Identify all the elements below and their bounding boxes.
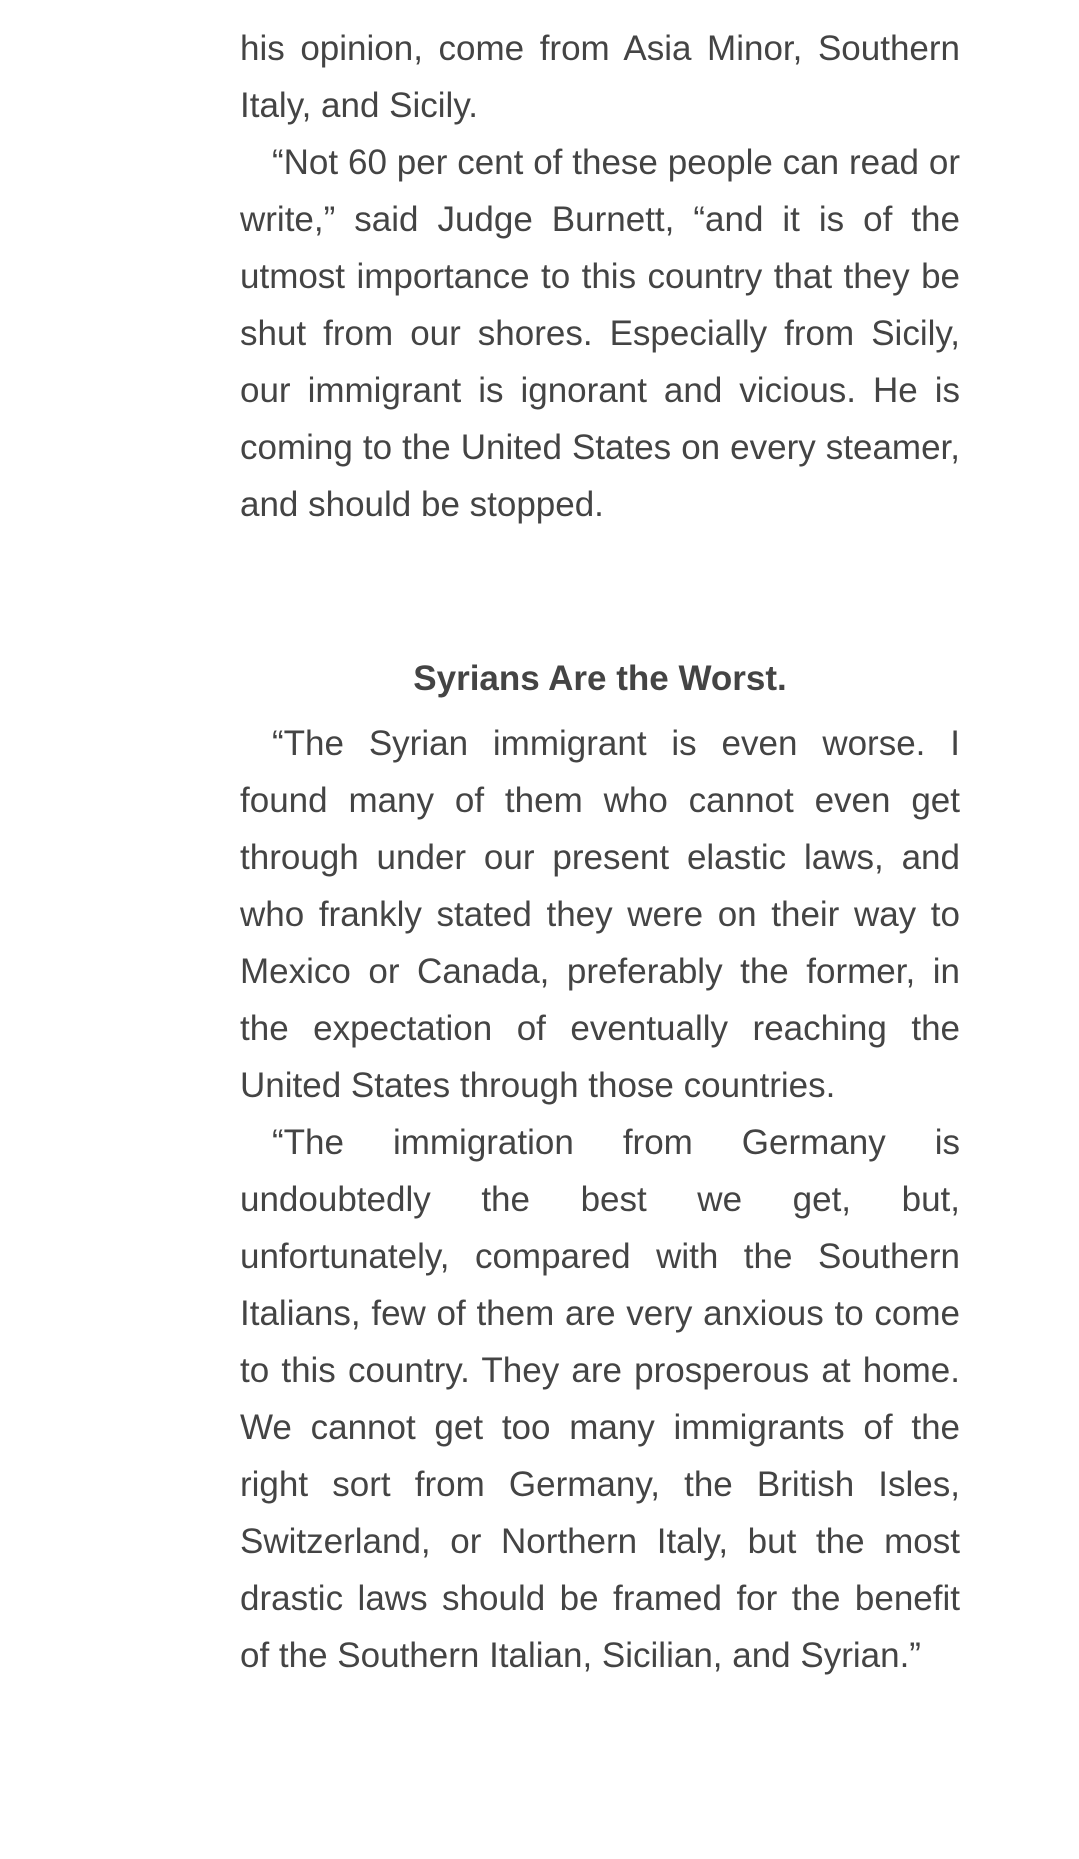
article-body bbox=[240, 20, 960, 1684]
article-paragraph: “The immigration from Germany is undoubtedly the best we get, but, unfortunately, compared with the Southern Italians, few of them are very anxious to come to this country. They are prosperous at home. We cannot get too many immigrants of the right sort from Germany, the British Isles, Switzerland, or Northern Italy, but the most drastic laws should be framed for the benefit of the Southern Italian, Sicilian, and Syrian.” bbox=[240, 1123, 960, 1675]
article-paragraph-continued: his opinion, come from Asia Minor, Southern Italy, and Sicily. bbox=[240, 29, 960, 125]
article-paragraph: “The Syrian immigrant is even worse. I found many of them who cannot even get through under our present elastic laws, and who frankly stated they were on their way to Mexico or Canada, preferably the former, in the expectation of eventually reaching the United States through those countries. bbox=[240, 724, 960, 1105]
article-paragraph: “Not 60 per cent of these people can read or write,” said Judge Burnett, “and it is of the utmost importance to this country that they be shut from our shores. Especially from Sicily, our immigrant is ignorant and vicious. He is coming to the United States on every steamer, and should be stopped. bbox=[240, 143, 960, 524]
section-heading: Syrians Are the Worst. bbox=[413, 659, 787, 698]
